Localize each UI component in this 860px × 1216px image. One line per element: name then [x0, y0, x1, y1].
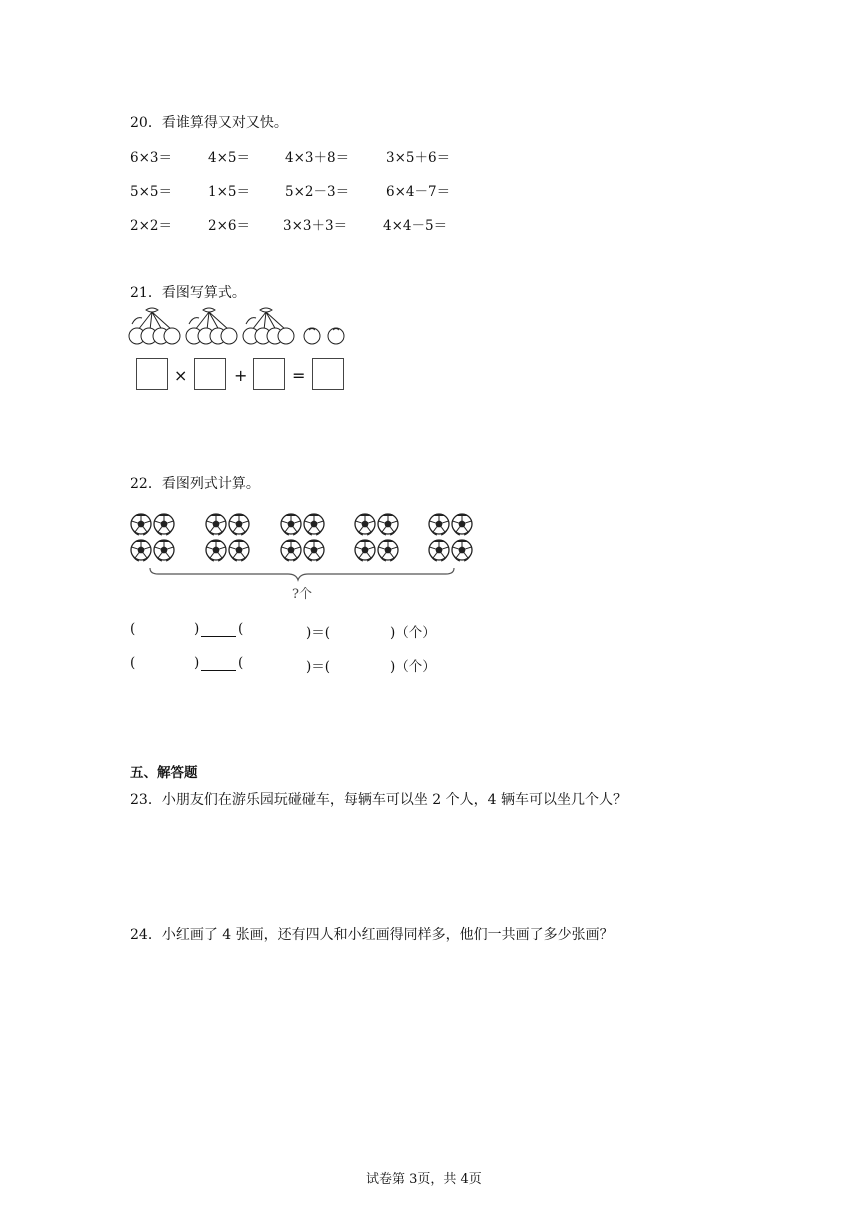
calc-item: 3×3＋3＝	[283, 218, 348, 234]
paren-equals: )＝(	[306, 659, 331, 675]
q23-text: 23．小朋友们在游乐园玩碰碰车，每辆车可以坐 2 个人，4 辆车可以坐几个人？	[130, 792, 627, 808]
paren-close: )	[194, 655, 200, 671]
brace-label: ?个	[292, 587, 312, 602]
page-footer: 试卷第 3页，共 4页	[366, 1172, 482, 1187]
answer-box-3[interactable]	[253, 358, 285, 390]
calc-item: 6×3＝	[130, 150, 172, 166]
operator-blank[interactable]	[201, 636, 236, 637]
equals-sign: =	[292, 366, 306, 385]
paren-open: (	[238, 655, 244, 671]
paren-equals: )＝(	[306, 625, 331, 641]
unit-label: )（个）	[390, 625, 436, 641]
calc-item: 3×5＋6＝	[386, 150, 451, 166]
unit-label: )（个）	[390, 659, 436, 675]
paren-close: )	[194, 621, 200, 637]
multiply-sign: ×	[174, 366, 188, 385]
calc-item: 1×5＝	[208, 184, 250, 200]
cherries-illustration	[128, 306, 358, 348]
q20-title: 20．看谁算得又对又快。	[130, 115, 288, 131]
calc-item: 4×5＝	[208, 150, 250, 166]
paren-open: (	[130, 655, 136, 671]
answer-box-2[interactable]	[194, 358, 226, 390]
calc-item: 2×2＝	[130, 218, 172, 234]
calc-item: 6×4－7＝	[386, 184, 451, 200]
paren-open: (	[130, 621, 136, 637]
plus-sign: +	[234, 366, 248, 385]
q24-text: 24．小红画了 4 张画，还有四人和小红画得同样多，他们一共画了多少张画？	[130, 927, 614, 943]
calc-item: 4×3＋8＝	[285, 150, 350, 166]
calc-item: 5×2－3＝	[285, 184, 350, 200]
calc-item: 5×5＝	[130, 184, 172, 200]
q21-title: 21．看图写算式。	[130, 285, 246, 301]
calc-item: 2×6＝	[208, 218, 250, 234]
answer-box-4[interactable]	[312, 358, 344, 390]
q22-title: 22．看图列式计算。	[130, 476, 260, 492]
calc-item: 4×4－5＝	[383, 218, 448, 234]
paren-open: (	[238, 621, 244, 637]
answer-box-1[interactable]	[136, 358, 168, 390]
operator-blank[interactable]	[201, 670, 236, 671]
section-title: 五、解答题	[130, 765, 198, 781]
